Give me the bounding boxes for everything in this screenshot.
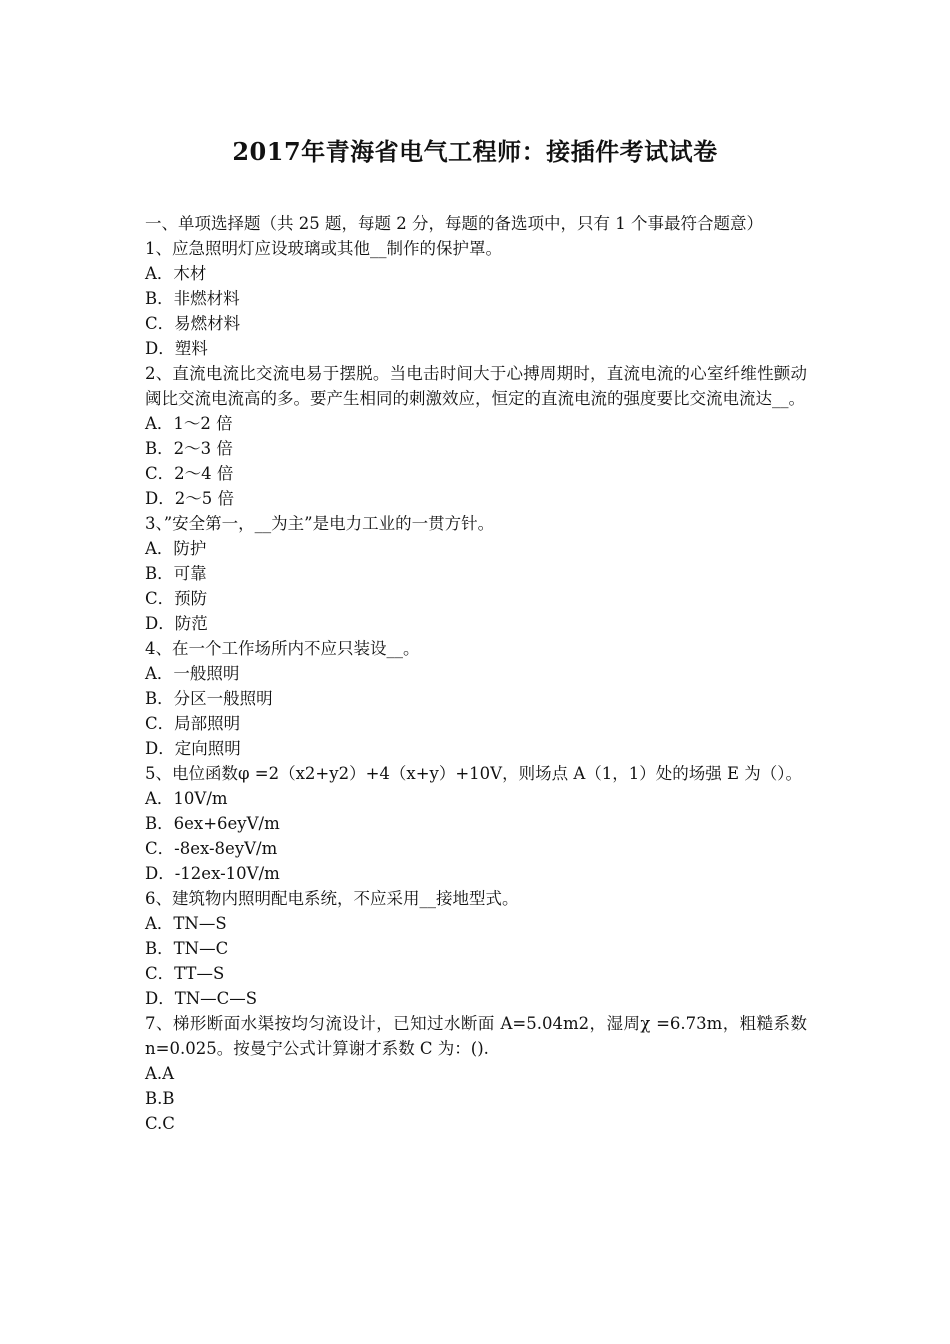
option-a: A．10V/m	[145, 789, 228, 808]
option-c: C．TT—S	[145, 964, 225, 983]
option-a: A．一般照明	[145, 664, 240, 683]
question-stem: 1、应急照明灯应设玻璃或其他__制作的保护罩。	[145, 239, 502, 258]
option-d: D．2～5 倍	[145, 489, 234, 508]
option-d: D．防范	[145, 614, 208, 633]
option-b: B.B	[145, 1089, 175, 1108]
option-b: B．分区一般照明	[145, 689, 273, 708]
option-d: D．塑料	[145, 339, 208, 358]
question-5	[145, 761, 807, 886]
question-stem: 5、电位函数φ =2（x2+y2）+4（x+y）+10V，则场点 A（1，1）处的场强 E 为（）。	[145, 764, 803, 783]
question-4	[145, 636, 807, 761]
option-b: B．可靠	[145, 564, 207, 583]
option-b: B．TN—C	[145, 939, 229, 958]
option-c: C．预防	[145, 589, 208, 608]
question-6	[145, 886, 807, 1011]
option-b: B．6ex+6eyV/m	[145, 814, 280, 833]
option-b: B．2～3 倍	[145, 439, 233, 458]
option-d: D．TN—C—S	[145, 989, 258, 1008]
document-body	[145, 211, 807, 1136]
option-a: A．防护	[145, 539, 207, 558]
question-stem: 3、”安全第一，__为主”是电力工业的一贯方针。	[145, 514, 495, 533]
option-a: A．木材	[145, 264, 207, 283]
question-7	[145, 1011, 807, 1136]
question-stem: 2、直流电流比交流电易于摆脱。当电击时间大于心搏周期时，直流电流的心室纤维性颤动阈比交流电流高的多。要产生相同的刺激效应，恒定的直流电流的强度要比交流电流达__。	[145, 364, 807, 408]
option-c: C．-8ex-8eyV/m	[145, 839, 278, 858]
option-d: D．定向照明	[145, 739, 241, 758]
option-b: B．非燃材料	[145, 289, 240, 308]
question-2	[145, 361, 807, 511]
option-c: C．易燃材料	[145, 314, 241, 333]
question-1	[145, 236, 807, 361]
option-c: C．局部照明	[145, 714, 241, 733]
document-title: 2017年青海省电气工程师：接插件考试试卷	[232, 137, 718, 166]
option-d: D．-12ex-10V/m	[145, 864, 280, 883]
option-a: A.A	[145, 1064, 175, 1083]
question-3	[145, 511, 807, 636]
option-a: A．TN—S	[145, 914, 227, 933]
option-c: C.C	[145, 1114, 175, 1133]
question-stem: 4、在一个工作场所内不应只装设__。	[145, 639, 420, 658]
question-stem: 7、梯形断面水渠按均匀流设计，已知过水断面 A=5.04m2，湿周χ =6.73m，粗糙系数 n=0.025。按曼宁公式计算谢才系数 C 为：().	[145, 1014, 807, 1058]
option-c: C．2～4 倍	[145, 464, 234, 483]
section-heading: 一、单项选择题（共 25 题，每题 2 分，每题的备选项中，只有 1 个事最符合题意）	[145, 214, 763, 233]
question-stem: 6、建筑物内照明配电系统，不应采用__接地型式。	[145, 889, 519, 908]
option-a: A．1～2 倍	[145, 414, 233, 433]
